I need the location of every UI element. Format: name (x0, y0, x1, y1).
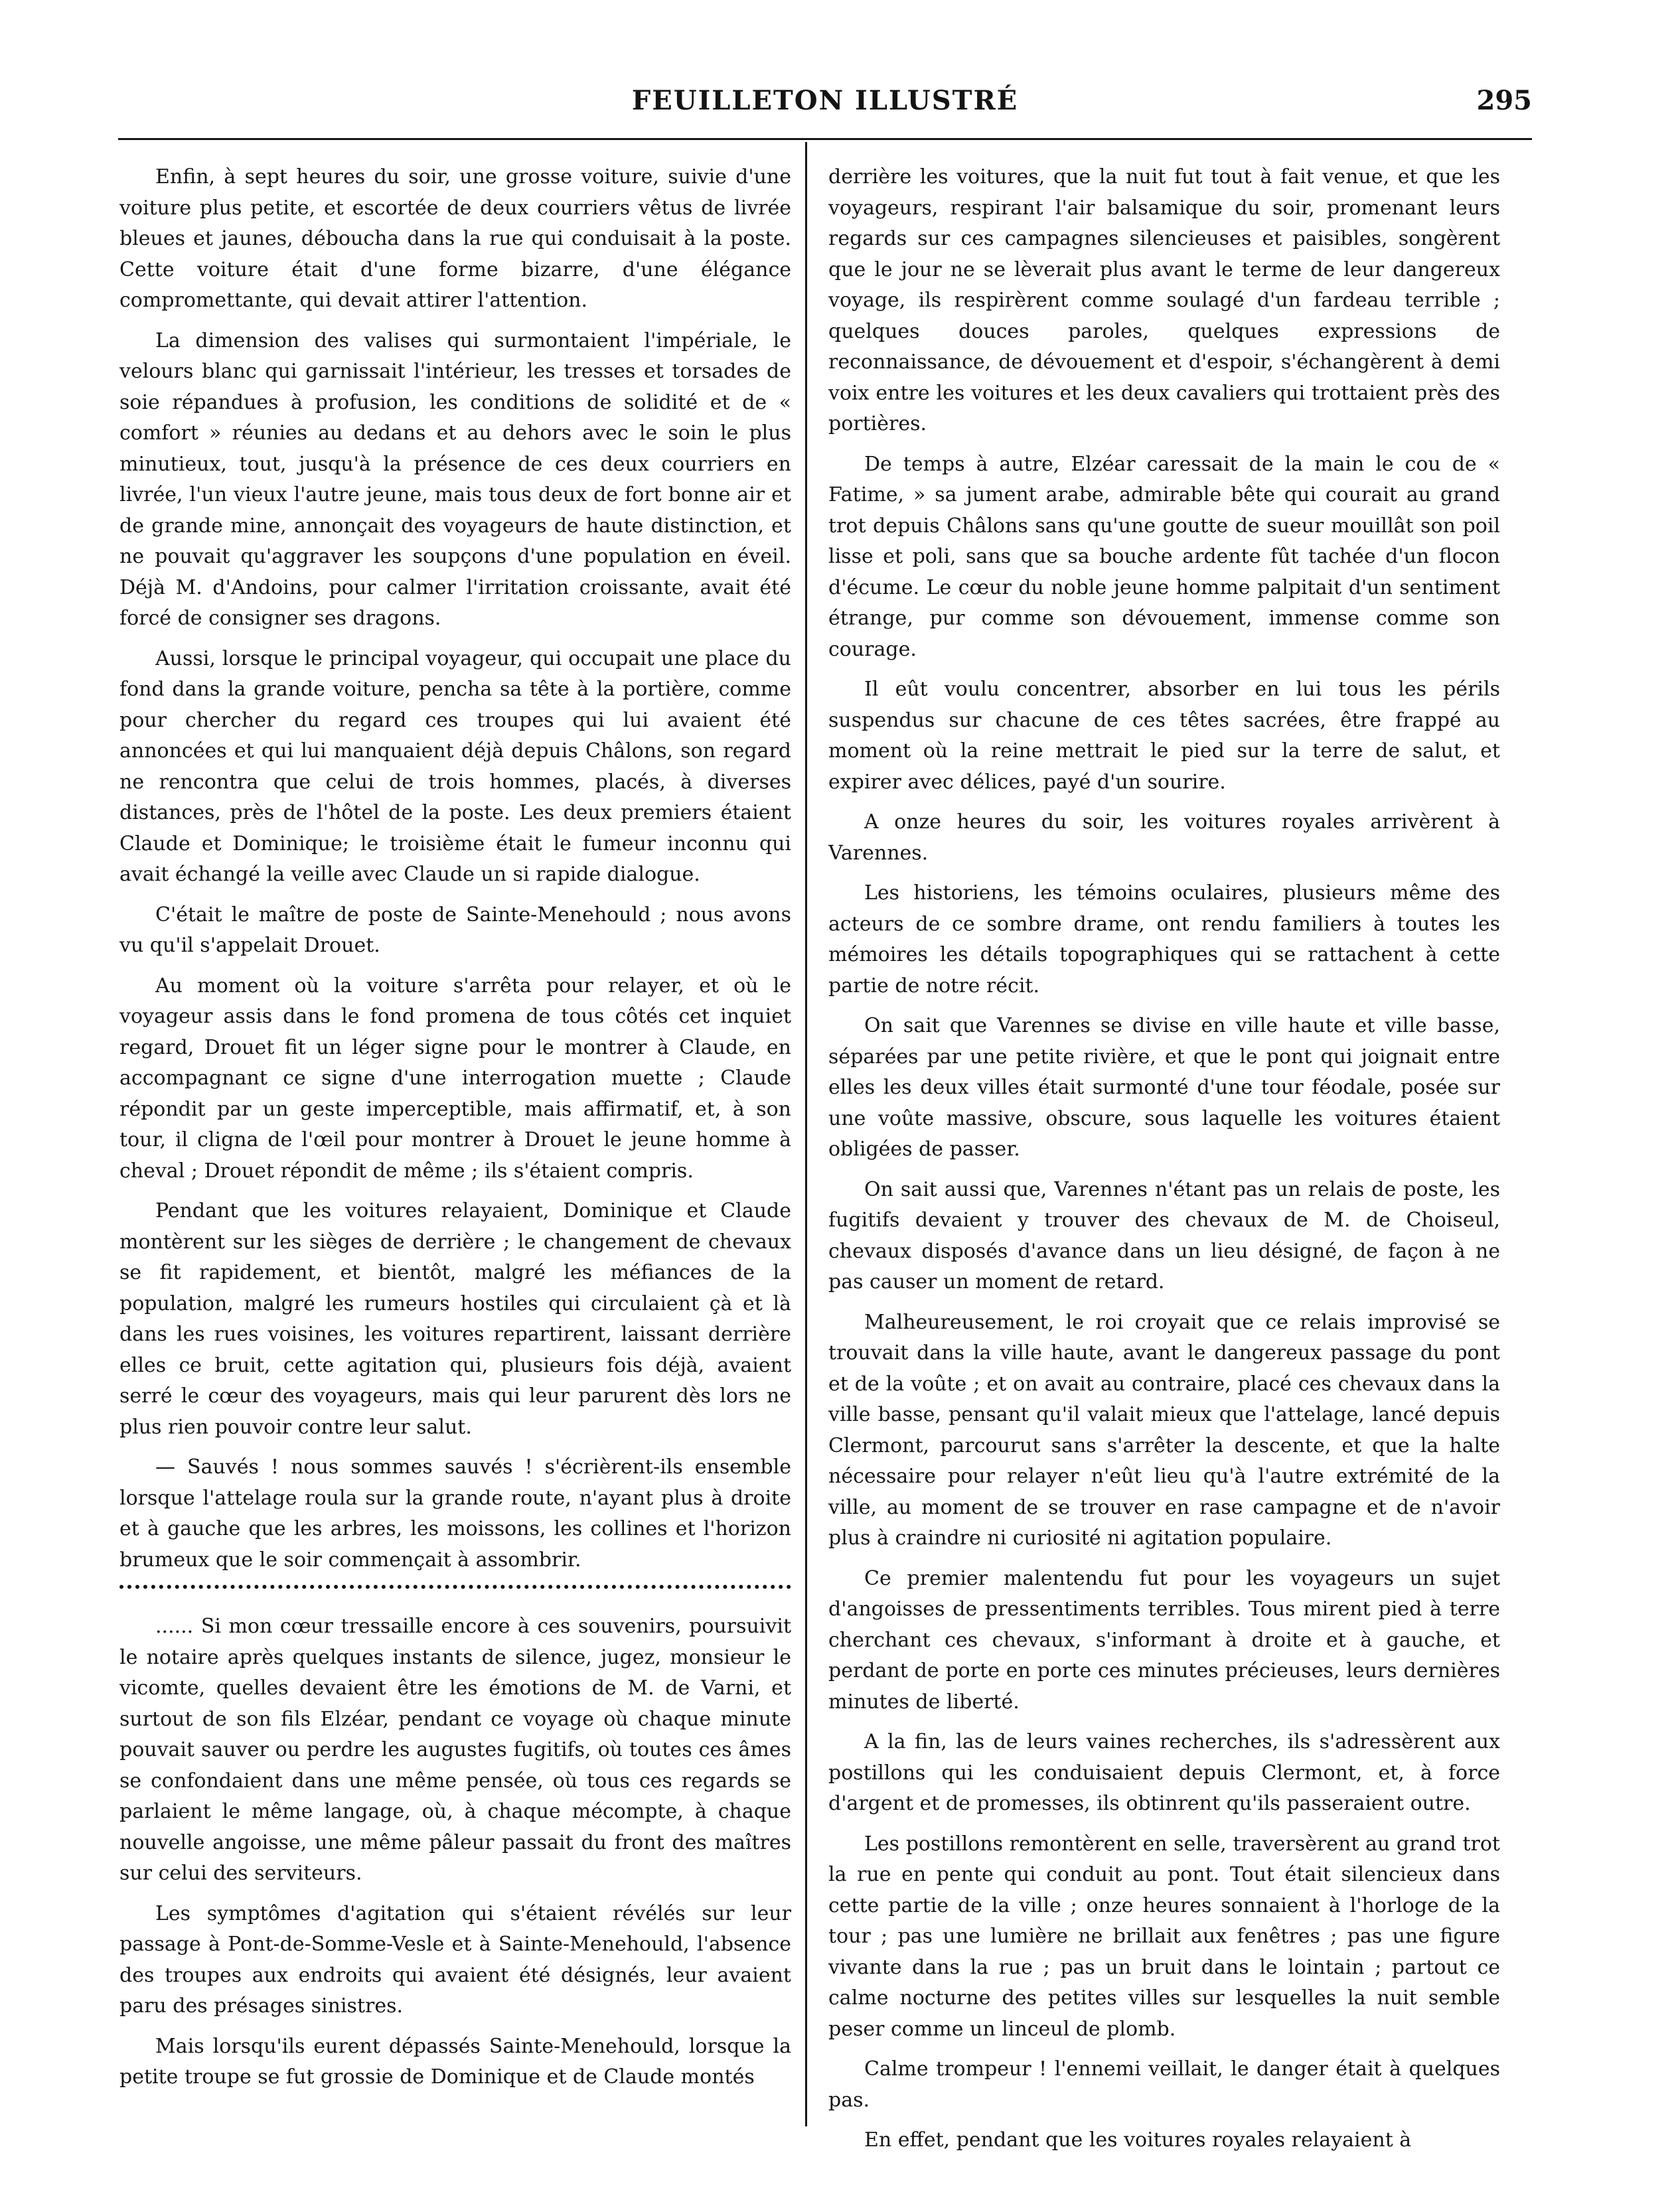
running-title: FEUILLETON ILLUSTRÉ (631, 85, 1019, 116)
paragraph: ...... Si mon cœur tressaille encore à ces souvenirs, poursuivit le notaire après quelques instants de silence, jugez, monsieur le vicomte, quelles devaient être les émotions de M. de Varni, et surtout de son fils Elzéar, pendant ce voyage où chaque minute pouvait sauver ou perdre les augustes fugitifs, où toutes ces âmes se confondaient dans une même pensée, où tous ces regards se parlaient le même langage, où, à chaque mécompte, à chaque nouvelle angoisse, une même pâleur passait du front des maîtres sur celui des serviteurs. (119, 1615, 791, 1885)
page-number: 295 (1476, 85, 1532, 116)
paragraph: Calme trompeur ! l'ennemi veillait, le danger était à quelques pas. (828, 2057, 1500, 2112)
paragraph: Les postillons remontèrent en selle, traversèrent au grand trot la rue en pente qui conduit au pont. Tout était silencieux dans cette partie de la ville ; onze heures sonnaient à l'horloge de la tour ; pas une lumière ne brillait aux fenêtres ; pas une figure vivante dans la rue ; pas un bruit dans le lointain ; partout ce calme nocturne des petites villes sur lesquelles la nuit semble peser comme un linceul de plomb. (828, 1832, 1500, 2041)
paragraph: C'était le maître de poste de Sainte-Menehould ; nous avons vu qu'il s'appelait Drouet. (119, 903, 791, 957)
paragraph: De temps à autre, Elzéar caressait de la main le cou de « Fatime, » sa jument arabe, admirable bête qui courait au grand trot depuis Châlons sans qu'une goutte de sueur mouillât son poil lisse et poli, sans que sa bouche ardente fût tachée d'un flocon d'écume. Le cœur du noble jeune homme palpitait d'un sentiment étrange, pur comme son dévouement, immense comme son courage. (828, 452, 1500, 661)
paragraph: Pendant que les voitures relayaient, Dominique et Claude montèrent sur les sièges de derrière ; le changement de chevaux se fit rapidement, et bientôt, malgré les méfiances de la population, malgré les rumeurs hostiles qui circulaient çà et là dans les rues voisines, les voitures repartirent, laissant derrière elles ce bruit, cette agitation qui, plusieurs fois déjà, avaient serré le cœur des voyageurs, mais qui leur parurent dès lors ne plus rien pouvoir contre leur salut. (119, 1199, 791, 1439)
paragraph: Ce premier malentendu fut pour les voyageurs un sujet d'angoisses de pressentiments terribles. Tous mirent pied à terre cherchant ces chevaux, s'informant à droite et à gauche, et perdant de porte en porte ces minutes précieuses, leurs dernières minutes de liberté. (828, 1566, 1500, 1714)
header-rule (118, 138, 1532, 140)
paragraph: Enfin, à sept heures du soir, une grosse voiture, suivie d'une voiture plus petite, et escortée de deux courriers vêtus de livrée bleues et jaunes, déboucha dans la rue qui conduisait à la poste. Cette voiture était d'une forme bizarre, d'une élégance compromettante, qui devait attirer l'attention. (119, 165, 791, 312)
paragraph: Il eût voulu concentrer, absorber en lui tous les périls suspendus sur chacune de ces têtes sacrées, être frappé au moment où la reine mettrait le pied sur la terre de salut, et expirer avec délices, payé d'un sourire. (828, 678, 1500, 794)
paragraph: En effet, pendant que les voitures royales relayaient à (864, 2128, 1412, 2152)
paragraph: Les symptômes d'agitation qui s'étaient révélés sur leur passage à Pont-de-Somme-Vesle et à Sainte-Menehould, l'absence des troupes aux endroits qui avaient été désignés, leur avaient paru des présages sinistres. (119, 1901, 791, 2018)
paragraph: derrière les voitures, que la nuit fut tout à fait venue, et que les voyageurs, respirant l'air balsamique du soir, promenant leurs regards sur ces campagnes silencieuses et paisibles, songèrent que le jour ne se lèverait plus avant le terme de leur dangereux voyage, ils respirèrent comme soulagé d'un fardeau terrible ; quelques douces paroles, quelques expressions de reconnaissance, de dévouement et d'espoir, s'échangèrent à demi voix entre les voitures et les deux cavaliers qui trottaient près des portières. (828, 165, 1500, 435)
right-column (828, 162, 1500, 2166)
paragraph: A la fin, las de leurs vaines recherches, ils s'adressèrent aux postillons qui les conduisaient depuis Clermont, et, à force d'argent et de promesses, ils obtinrent qu'ils passeraient outre. (828, 1730, 1500, 1815)
dotted-separator (119, 1585, 791, 1593)
paragraph: La dimension des valises qui surmontaient l'impériale, le velours blanc qui garnissait l'intérieur, les tresses et torsades de soie répandues à profusion, les conditions de solidité et de « comfort » réunies au dedans et au dehors avec le soin le plus minutieux, tout, jusqu'à la présence de ces deux courriers en livrée, l'un vieux l'autre jeune, mais tous deux de fort bonne air et de grande mine, annonçait des voyageurs de haute distinction, et ne pouvait qu'aggraver les soupçons d'une population en éveil. Déjà M. d'Andoins, pour calmer l'irritation croissante, avait été forcé de consigner ses dragons. (119, 329, 791, 630)
page-header (118, 85, 1532, 133)
paragraph: On sait aussi que, Varennes n'étant pas un relais de poste, les fugitifs devaient y trouver des chevaux de M. de Choiseul, chevaux disposés d'avance dans un lieu désigné, de façon à ne pas causer un moment de retard. (828, 1177, 1500, 1293)
paragraph: — Sauvés ! nous sommes sauvés ! s'écrièrent-ils ensemble lorsque l'attelage roula sur la grande route, n'ayant plus à droite et à gauche que les arbres, les moissons, les collines et l'horizon brumeux que le soir commençait à assombrir. (119, 1455, 791, 1572)
paragraph: Les historiens, les témoins oculaires, plusieurs même des acteurs de ce sombre drame, ont rendu familiers à toutes les mémoires les détails topographiques qui se rattachent à cette partie de notre récit. (828, 881, 1500, 997)
paragraph: Mais lorsqu'ils eurent dépassés Sainte-Menehould, lorsque la petite troupe se fut grossie de Dominique et de Claude montés (119, 2034, 791, 2089)
paragraph: Malheureusement, le roi croyait que ce relais improvisé se trouvait dans la ville haute, avant le dangereux passage du pont et de la voûte ; et on avait au contraire, placé ces chevaux dans la ville basse, pensant qu'il valait mieux que l'attelage, lancé depuis Clermont, parcourut sans s'arrêter la descente, et que la halte nécessaire pour relayer n'eût lieu qu'à l'autre extrémité de la ville, au moment de se trouver en rase campagne et de n'avoir plus à craindre ni curiosité ni agitation populaire. (828, 1310, 1500, 1550)
paragraph: Aussi, lorsque le principal voyageur, qui occupait une place du fond dans la grande voiture, pencha sa tête à la portière, comme pour chercher du regard ces troupes qui lui avaient été annoncées et qui lui manquaient déjà depuis Châlons, son regard ne rencontra que celui de trois hommes, placés, à diverses distances, près de l'hôtel de la poste. Les deux premiers étaient Claude et Dominique; le troisième était le fumeur inconnu qui avait échangé la veille avec Claude un si rapide dialogue. (119, 646, 791, 886)
paragraph: On sait que Varennes se divise en ville haute et ville basse, séparées par une petite rivière, et que le pont qui joignait entre elles les deux villes était surmonté d'une tour féodale, posée sur une voûte massive, obscure, sous laquelle les voitures étaient obligées de passer. (828, 1014, 1500, 1161)
left-column (119, 162, 791, 2102)
paragraph: Au moment où la voiture s'arrêta pour relayer, et où le voyageur assis dans le fond promena de tous côtés cet inquiet regard, Drouet fit un léger signe pour le montrer à Claude, en accompagnant ce signe d'une interrogation muette ; Claude répondit par un geste imperceptible, mais affirmatif, et, à son tour, il cligna de l'œil pour montrer à Drouet le jeune homme à cheval ; Drouet répondit de même ; ils s'étaient compris. (119, 974, 791, 1183)
paragraph: A onze heures du soir, les voitures royales arrivèrent à Varennes. (828, 810, 1500, 865)
column-divider (805, 142, 807, 2126)
